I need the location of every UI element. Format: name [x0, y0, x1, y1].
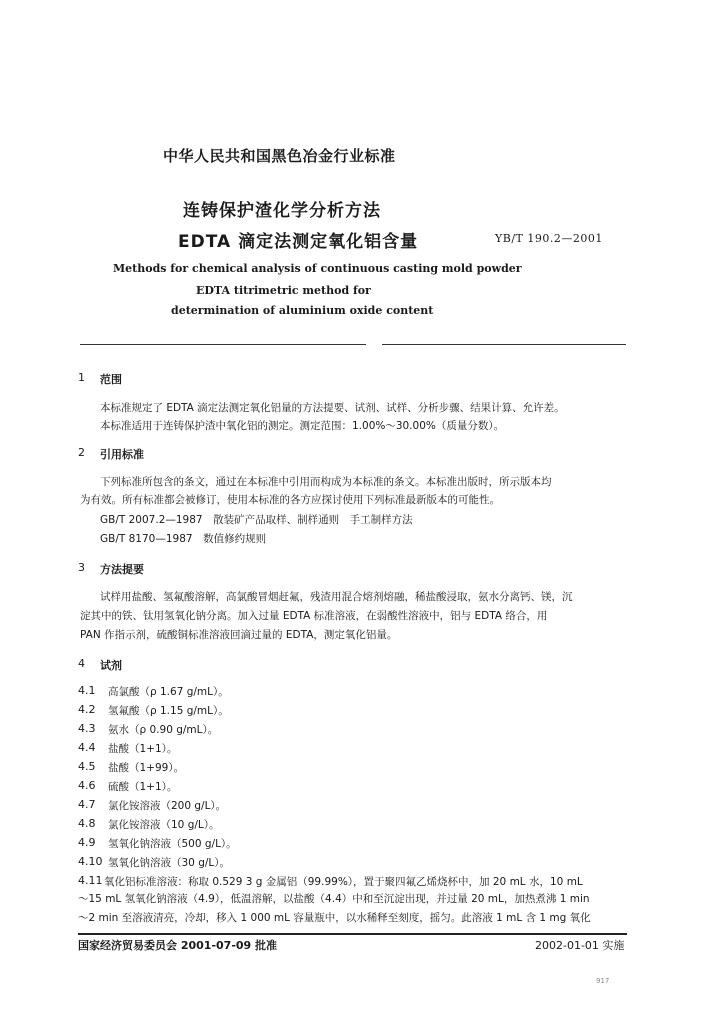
reference-1: GB/T 2007.2—1987 散装矿产品取样、制样通则 手工制样方法: [100, 514, 413, 526]
item-number: 4.4: [78, 741, 96, 754]
item-text: 氢氧化钠溶液（30 g/L）。: [108, 857, 231, 869]
header-divider-left: [80, 344, 366, 345]
section-1-line-2: 本标准适用于连铸保护渣中氧化铝的测定。测定范围：1.00%～30.00%（质量分数）。: [100, 420, 505, 432]
english-title-line-1: Methods for chemical analysis of continuous casting mold powder: [113, 262, 522, 275]
item-number: 4.8: [78, 817, 96, 830]
approval-line: 国家经济贸易委员会 2001-07-09 批准: [78, 939, 278, 952]
item-number: 4.1: [78, 684, 96, 697]
item-text: 氨水（ρ 0.90 g/mL）。: [108, 724, 219, 736]
standard-code: YB/T 190.2—2001: [495, 232, 603, 245]
item-text: 氢氟酸（ρ 1.15 g/mL）。: [108, 705, 229, 717]
item-number: 4.5: [78, 760, 96, 773]
section-3-line-2: 淀其中的铁、钛用氢氧化钠分离。加入过量 EDTA 标准溶液，在弱酸性溶液中，铝与 EDTA 络合，用: [80, 610, 548, 622]
section-3-number: 3: [78, 561, 85, 574]
item-text: 盐酸（1+99）。: [108, 762, 185, 774]
item-411-line-3: ～2 min 至溶液清亮，冷却，移入 1 000 mL 容量瓶中，以水稀释至刻度，摇匀。此溶液 1 mL 含 1 mg 氧化: [78, 912, 591, 924]
header-divider-right: [382, 344, 626, 345]
issuing-organization: 中华人民共和国黑色冶金行业标准: [163, 147, 396, 165]
item-number: 4.11: [78, 874, 103, 887]
reference-2: GB/T 8170—1987 数值修约规则: [100, 533, 267, 545]
footer-rule: [78, 933, 627, 935]
item-text: 氯化铵溶液（200 g/L）。: [108, 800, 227, 812]
section-3-title: 方法提要: [100, 563, 144, 576]
section-4-title: 试剂: [100, 659, 122, 672]
item-411-line-1: 氧化铝标准溶液：称取 0.529 3 g 金属铝（99.99%），置于聚四氟乙烯烧杯中，加 20 mL 水，10 mL: [104, 876, 583, 888]
section-1-number: 1: [78, 371, 85, 384]
english-title-line-2: EDTA titrimetric method for: [196, 284, 371, 297]
section-2-title: 引用标准: [100, 448, 144, 461]
page-number: 917: [596, 977, 610, 985]
section-4-number: 4: [78, 657, 85, 670]
section-3-line-3: PAN 作指示剂，硫酸铜标准溶液回滴过量的 EDTA，测定氧化铝量。: [80, 629, 398, 641]
section-2-number: 2: [78, 446, 85, 459]
implementation-date: 2002-01-01 实施: [535, 939, 625, 952]
section-3-line-1: 试样用盐酸、氢氟酸溶解，高氯酸冒烟赶氟，残渣用混合熔剂熔融，稀盐酸浸取，氨水分离钙、镁，沉: [100, 591, 573, 603]
item-411-line-2: ～15 mL 氢氧化钠溶液（4.9），低温溶解，以盐酸（4.4）中和至沉淀出现，并过量 20 mL，加热煮沸 1 min: [78, 893, 590, 905]
title-line-2: EDTA 滴定法测定氧化铝含量: [178, 232, 419, 252]
section-2-line-2: 为有效。所有标准都会被修订，使用本标准的各方应探讨使用下列标准最新版本的可能性。: [80, 494, 500, 506]
item-text: 氯化铵溶液（10 g/L）。: [108, 819, 220, 831]
item-number: 4.10: [78, 855, 103, 868]
title-line-1: 连铸保护渣化学分析方法: [183, 201, 381, 221]
item-text: 盐酸（1+1）。: [108, 743, 178, 755]
section-2-line-1: 下列标准所包含的条文，通过在本标准中引用而构成为本标准的条文。本标准出版时，所示版本均: [100, 476, 552, 488]
item-number: 4.3: [78, 722, 96, 735]
item-text: 氢氧化钠溶液（500 g/L）。: [108, 838, 237, 850]
item-text: 硫酸（1+1）。: [108, 781, 178, 793]
item-text: 高氯酸（ρ 1.67 g/mL）。: [108, 686, 229, 698]
item-number: 4.6: [78, 779, 96, 792]
item-number: 4.7: [78, 798, 96, 811]
section-1-line-1: 本标准规定了 EDTA 滴定法测定氧化铝量的方法提要、试剂、试样、分析步骤、结果计算、允许差。: [100, 402, 565, 414]
english-title-line-3: determination of aluminium oxide content: [171, 304, 434, 317]
section-1-title: 范围: [100, 373, 122, 386]
item-number: 4.9: [78, 836, 96, 849]
item-number: 4.2: [78, 703, 96, 716]
